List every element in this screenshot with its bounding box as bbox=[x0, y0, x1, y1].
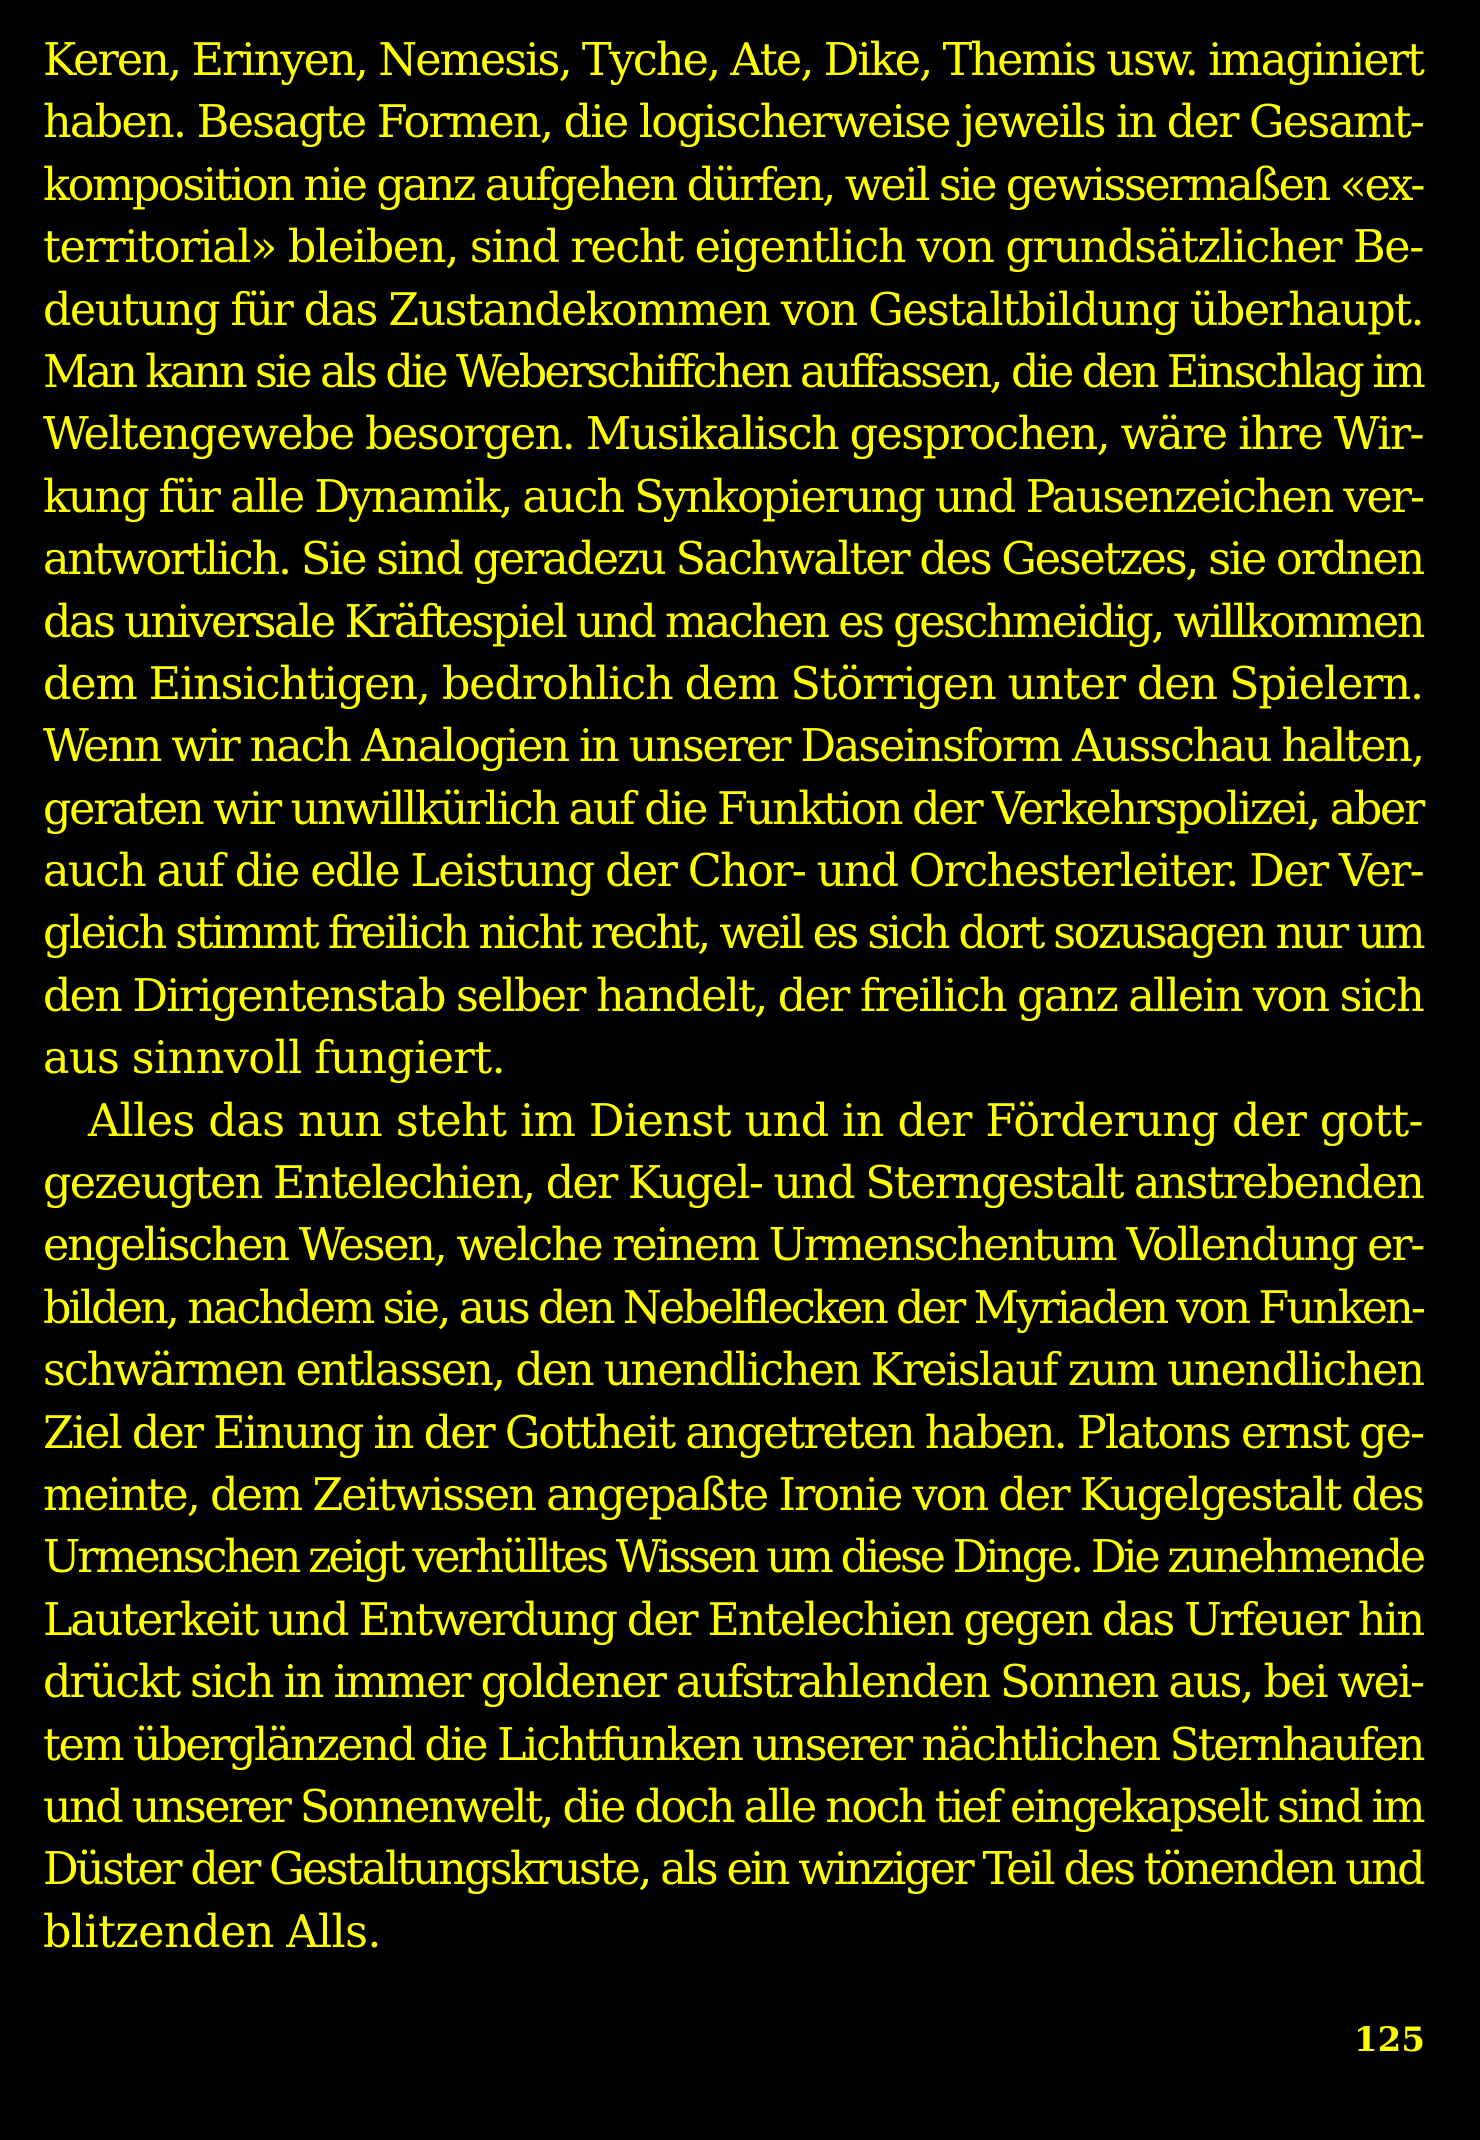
text-line: gezeugten Entelechien, der Kugel- und Sterngestalt anstrebenden bbox=[43, 1158, 1423, 1210]
text-line: auch auf die edle Leistung der Chor- und Orchesterleiter. Der Ver- bbox=[43, 846, 1423, 898]
text-line: kung für alle Dynamik, auch Synkopierung und Pausenzeichen ver- bbox=[43, 471, 1423, 523]
body-text bbox=[43, 30, 1423, 1964]
text-line: Alles das nun steht im Dienst und in der Förderung der gott- bbox=[88, 1095, 1423, 1147]
text-line: engelischen Wesen, welche reinem Urmenschentum Vollendung er- bbox=[43, 1220, 1423, 1272]
text-line: dem Einsichtigen, bedrohlich dem Störrigen unter den Spielern. bbox=[43, 658, 1423, 710]
text-line: bilden, nachdem sie, aus den Nebelflecken der Myriaden von Funken- bbox=[43, 1282, 1423, 1334]
text-line: deutung für das Zustandekommen von Gestaltbildung überhaupt. bbox=[43, 284, 1423, 336]
text-line: den Dirigentenstab selber handelt, der freilich ganz allein von sich bbox=[43, 970, 1423, 1022]
page-number: 125 bbox=[1354, 2020, 1425, 2060]
text-line: tem überglänzend die Lichtfunken unserer nächtlichen Sternhaufen bbox=[43, 1719, 1423, 1771]
text-line: drückt sich in immer goldener aufstrahlenden Sonnen aus, bei wei- bbox=[43, 1657, 1423, 1709]
text-line: blitzenden Alls. bbox=[43, 1906, 381, 1958]
text-line: Weltengewebe besorgen. Musikalisch gesprochen, wäre ihre Wir- bbox=[43, 409, 1423, 461]
text-line: aus sinnvoll fungiert. bbox=[43, 1033, 506, 1085]
text-line: gleich stimmt freilich nicht recht, weil es sich dort sozusagen nur um bbox=[43, 908, 1423, 960]
text-line: Lauterkeit und Entwerdung der Entelechien gegen das Urfeuer hin bbox=[43, 1594, 1423, 1646]
text-line: Düster der Gestaltungskruste, als ein winziger Teil des tönenden und bbox=[43, 1844, 1423, 1896]
text-line: Urmenschen zeigt verhülltes Wissen um diese Dinge. Die zunehmende bbox=[43, 1532, 1423, 1584]
text-line: Ziel der Einung in der Gottheit angetreten haben. Platons ernst ge- bbox=[43, 1407, 1423, 1459]
text-line: meinte, dem Zeitwissen angepaßte Ironie von der Kugelgestalt des bbox=[43, 1469, 1423, 1521]
text-line: geraten wir unwillkürlich auf die Funktion der Verkehrspolizei, aber bbox=[43, 783, 1423, 835]
text-line: das universale Kräftespiel und machen es geschmeidig, willkommen bbox=[43, 596, 1423, 648]
text-line: Keren, Erinyen, Nemesis, Tyche, Ate, Dike, Themis usw. imaginiert bbox=[43, 35, 1423, 86]
text-line: komposition nie ganz aufgehen dürfen, weil sie gewissermaßen «ex- bbox=[43, 159, 1423, 211]
text-line: Man kann sie als die Weberschiffchen auffassen, die den Einschlag im bbox=[43, 346, 1423, 398]
text-line: und unserer Sonnenwelt, die doch alle noch tief eingekapselt sind im bbox=[43, 1781, 1423, 1833]
text-line: territorial» bleiben, sind recht eigentlich von grundsätzlicher Be- bbox=[43, 222, 1423, 274]
text-line: antwortlich. Sie sind geradezu Sachwalter des Gesetzes, sie ordnen bbox=[43, 534, 1423, 586]
text-line: Wenn wir nach Analogien in unserer Daseinsform Ausschau halten, bbox=[43, 721, 1423, 773]
text-line: haben. Besagte Formen, die logischerweise jeweils in der Gesamt- bbox=[43, 97, 1423, 149]
text-line: schwärmen entlassen, den unendlichen Kreislauf zum unendlichen bbox=[43, 1345, 1423, 1397]
